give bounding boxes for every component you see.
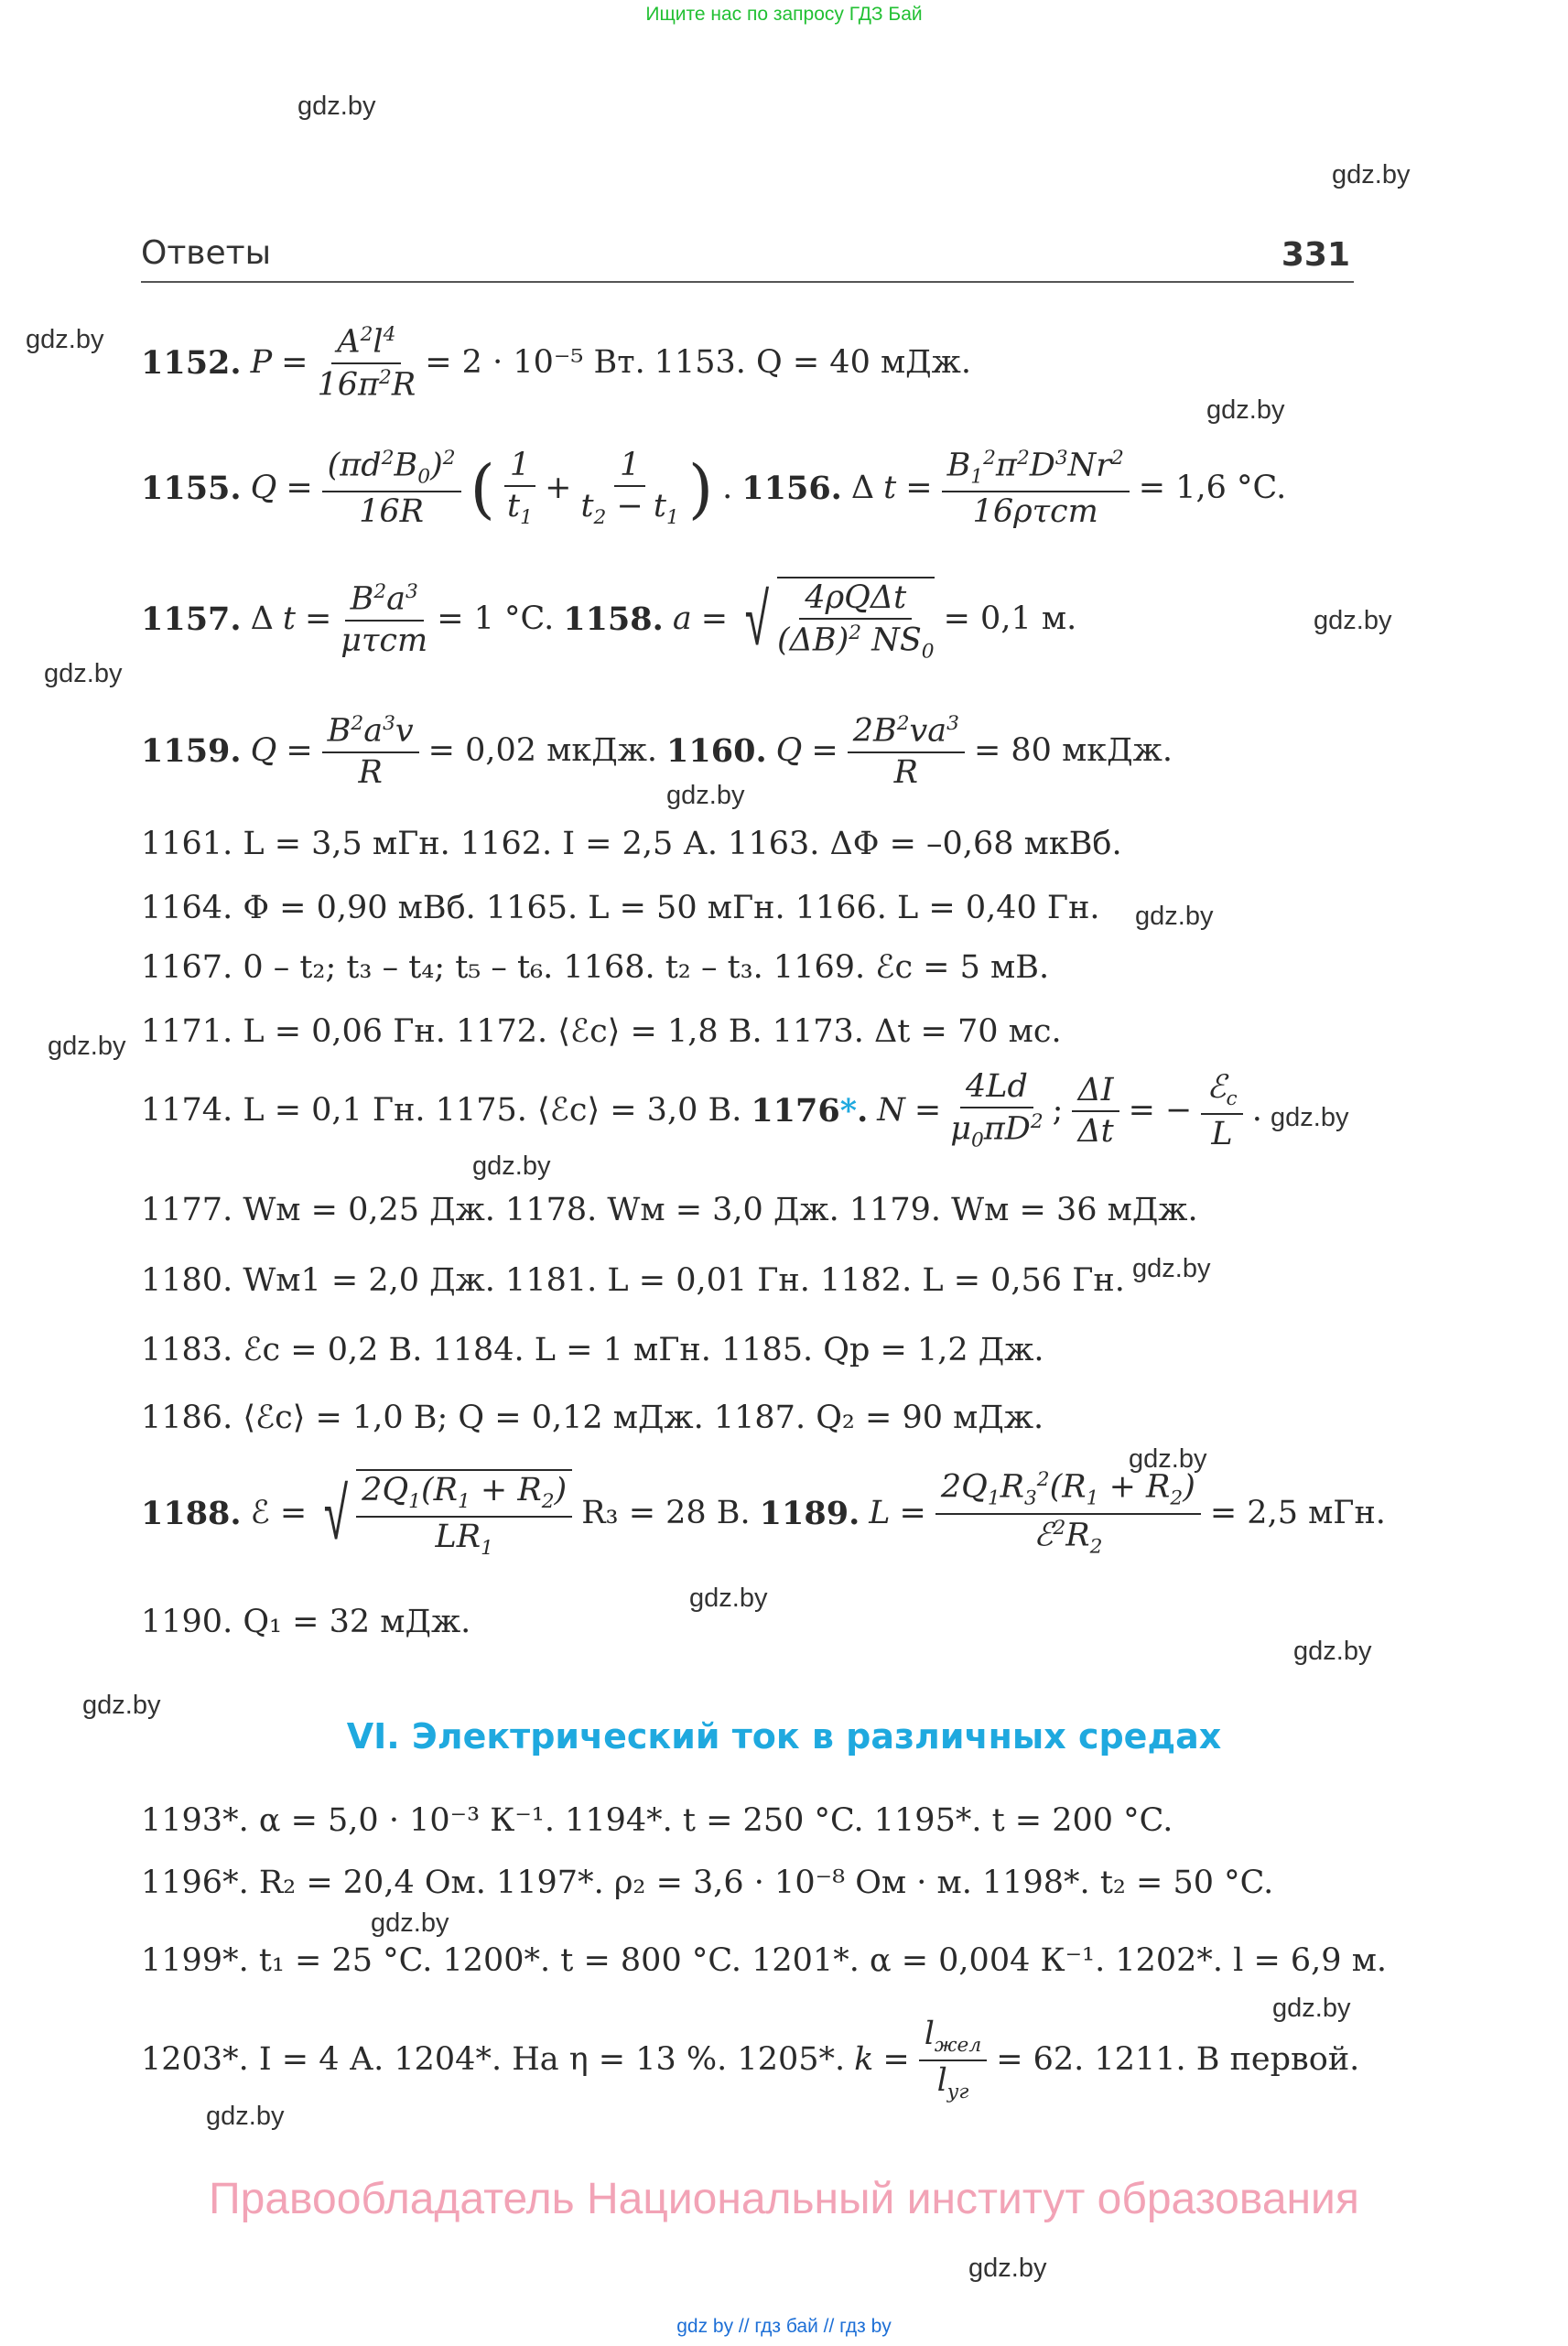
- answer-line-1161: 1161. L = 3,5 мГн. 1162. I = 2,5 А. 1163. ΔΦ = –0,68 мкВб.: [141, 826, 1122, 862]
- answer-number: 1188.: [141, 1495, 242, 1533]
- answer-1174-1175: 1174. L = 0,1 Гн. 1175. ⟨ℰc⟩ = 3,0 В.: [141, 1092, 742, 1130]
- answer-line-1203: 1203*. I = 4 А. 1204*. На η = 13 %. 1205*. k = $\frac{l_{жел}}{l_{уг}}$ = 62. 1211. В первой.: [141, 2016, 1360, 2103]
- answer-1153: 1153. Q = 40 мДж.: [654, 344, 971, 382]
- watermark: gdz.by: [1314, 606, 1392, 635]
- watermark: gdz.by: [689, 1584, 768, 1613]
- watermark: gdz.by: [44, 659, 123, 688]
- answer-line-1188: 1188. ℰ = √ $\frac{2Q_1(R_1 + R_2)}{LR_1}$ R₃ = 28 В. 1189. L = $\frac{2Q_1R_3^2(R_1 + R_2)}{ℰ^2R_2}$ = 2,5 мГн.: [141, 1468, 1386, 1560]
- formula-fraction: $\frac{B^2a^3}{\text{μτcm}}$: [341, 579, 428, 659]
- formula-fraction: $\frac{ℰ_c}{L}$: [1201, 1072, 1242, 1151]
- answer-line-1167: 1167. 0 – t₂; t₃ – t₄; t₅ – t₆. 1168. t₂ – t₃. 1169. ℰc = 5 мВ.: [141, 949, 1050, 986]
- watermark: gdz.by: [1271, 1103, 1349, 1132]
- answer-value: = 1,6 °C.: [1138, 470, 1287, 507]
- formula-fraction: $\frac{1}{t_1}$: [504, 449, 535, 528]
- watermark: gdz.by: [1272, 1994, 1351, 2023]
- watermark: gdz.by: [1332, 160, 1411, 189]
- answer-line-1171: 1171. L = 0,06 Гн. 1172. ⟨ℰc⟩ = 1,8 В. 1173. Δt = 70 мс.: [141, 1013, 1062, 1050]
- answer-line-1183: 1183. ℰc = 0,2 В. 1184. L = 1 мГн. 1185. Qр = 1,2 Дж.: [141, 1332, 1044, 1368]
- formula-fraction: $\frac{4Ld}{\mu_0\pi D^2}$: [950, 1068, 1044, 1152]
- answer-value: = 2,5 мГн.: [1209, 1495, 1386, 1532]
- square-root: √ $\frac{2Q_1(R_1 + R_2)}{LR_1}$: [316, 1469, 572, 1558]
- formula-fraction: $\frac{(\pi d^2B_0)^2}{16R}$: [322, 449, 461, 528]
- watermark: gdz.by: [371, 1908, 449, 1938]
- copyright-notice: Правообладатель Национальный институт образования: [209, 2175, 1359, 2223]
- answer-number: 1189.: [759, 1495, 860, 1533]
- watermark: gdz.by: [666, 781, 745, 810]
- watermark: gdz.by: [1293, 1637, 1372, 1666]
- section-title: VI. Электрический ток в различных средах: [346, 1716, 1222, 1757]
- answer-value: = 80 мкДж.: [973, 732, 1173, 770]
- watermark: gdz.by: [1129, 1444, 1207, 1474]
- answer-value: = 2 · 10⁻⁵ Вт.: [425, 344, 645, 382]
- watermark: gdz.by: [472, 1151, 551, 1181]
- answer-line-1177: 1177. Wм = 0,25 Дж. 1178. Wм = 3,0 Дж. 1179. Wм = 36 мДж.: [141, 1192, 1198, 1228]
- formula-fraction: $\frac{2Q_1R_3^2(R_1 + R_2)}{ℰ^2R_2}$: [935, 1470, 1201, 1557]
- formula-fraction: $\frac{2B^2va^3}{R}$: [848, 714, 965, 789]
- answer-number: 1159.: [141, 732, 242, 771]
- page-number: 331: [1281, 236, 1350, 274]
- answer-line-1159: 1159. Q = $\frac{B^2a^3v}{R}$ = 0,02 мкДж. 1160. Q = $\frac{2B^2va^3}{R}$ = 80 мкДж.: [141, 712, 1173, 791]
- watermark: gdz.by: [26, 325, 104, 354]
- formula-fraction: $\frac{\Delta I}{\Delta t}$: [1072, 1075, 1119, 1148]
- watermark: gdz.by: [297, 92, 376, 121]
- answer-line-1180: 1180. Wм1 = 2,0 Дж. 1181. L = 0,01 Гн. 1182. L = 0,56 Гн.: [141, 1262, 1125, 1299]
- header-title: Ответы: [141, 234, 272, 272]
- answer-line-1152: 1152. P = $\frac{A^2l^4}{16\pi^2R}$ = 2 · 10⁻⁵ Вт. 1153. Q = 40 мДж.: [141, 323, 971, 404]
- answer-number: 1158.: [563, 600, 664, 639]
- formula-fraction: $\frac{A^2l^4}{16\pi^2R}$: [317, 323, 416, 404]
- formula-fraction: $\frac{B_1^2\pi^2D^3Nr^2}{\text{16ρτcm}}$: [942, 449, 1130, 528]
- watermark: gdz.by: [1206, 395, 1285, 425]
- answer-value: = 0,1 м.: [943, 600, 1077, 638]
- cube-root: √ $\frac{\text{4ρQΔt}}{(\Delta B)^2 NS_0}$: [744, 576, 935, 664]
- answer-value: = 1 °C.: [437, 600, 555, 638]
- watermark: gdz.by: [1135, 902, 1214, 931]
- answer-number: 1176*.: [751, 1092, 869, 1130]
- answer-line-1199: 1199*. t₁ = 25 °C. 1200*. t = 800 °C. 1201*. α = 0,004 К⁻¹. 1202*. l = 6,9 м.: [141, 1942, 1388, 1979]
- watermark: gdz.by: [968, 2254, 1047, 2283]
- answer-number: 1155.: [141, 470, 242, 508]
- answer-number: 1157.: [141, 600, 242, 639]
- answer-line-1155: 1155. Q = $\frac{(\pi d^2B_0)^2}{16R}$ ( $\frac{1}{t_1}$ + $\frac{1}{t_2 - t_1}$ ) . 1156. Δ t = $\frac{B_1^2\pi^2D^3Nr^2}{\text{16ρτcm}}$ = 1,6 °C.: [141, 446, 1287, 531]
- watermark: gdz.by: [48, 1032, 126, 1061]
- top-banner[interactable]: Ищите нас по запросу ГДЗ Бай: [645, 4, 923, 25]
- formula-fraction: $\frac{l_{жел}}{l_{уг}}$: [919, 2018, 988, 2102]
- watermark: gdz.by: [1132, 1254, 1211, 1283]
- answer-number: 1160.: [666, 732, 767, 771]
- watermark: gdz.by: [82, 1691, 161, 1720]
- watermark: gdz.by: [206, 2102, 285, 2131]
- formula-fraction: $\frac{B^2a^3v}{R}$: [322, 714, 419, 789]
- answer-line-1193: 1193*. α = 5,0 · 10⁻³ К⁻¹. 1194*. t = 250 °C. 1195*. t = 200 °C.: [141, 1802, 1173, 1839]
- answer-value: = 62. 1211. В первой.: [996, 2041, 1360, 2079]
- answer-number: 1152.: [141, 344, 242, 383]
- answer-line-1186: 1186. ⟨ℰc⟩ = 1,0 В; Q = 0,12 мДж. 1187. Q₂ = 90 мДж.: [141, 1400, 1044, 1436]
- answer-value: = 0,02 мкДж.: [427, 732, 658, 770]
- page-header: [141, 224, 1354, 283]
- answer-line-1196: 1196*. R₂ = 20,4 Ом. 1197*. ρ₂ = 3,6 · 10⁻⁸ Ом · м. 1198*. t₂ = 50 °C.: [141, 1865, 1274, 1901]
- answer-line-1157: 1157. Δ t = $\frac{B^2a^3}{\text{μτcm}}$ = 1 °C. 1158. a = √ $\frac{\text{4ρQΔt}}{(\Delta B)^2 NS_0}$ = 0,1 м.: [141, 576, 1077, 664]
- answer-line-1174: 1174. L = 0,1 Гн. 1175. ⟨ℰc⟩ = 3,0 В. 1176*. N = $\frac{4Ld}{\mu_0\pi D^2}$ ; $\frac{\Delta I}{\Delta t}$ = − $\frac{ℰ_c}{L}$ .: [141, 1068, 1262, 1152]
- answer-line-1164: 1164. Φ = 0,90 мВб. 1165. L = 50 мГн. 1166. L = 0,40 Гн.: [141, 890, 1100, 926]
- answer-value: R₃ = 28 В.: [581, 1495, 751, 1532]
- answer-number: 1156.: [741, 470, 842, 508]
- footer-links[interactable]: gdz by // гдз бай // гдз by: [676, 2316, 892, 2337]
- answer-line-1190: 1190. Q₁ = 32 мДж.: [141, 1604, 471, 1640]
- answer-1203-1205: 1203*. I = 4 А. 1204*. На η = 13 %. 1205*.: [141, 2041, 846, 2079]
- formula-fraction: $\frac{1}{t_2 - t_1}$: [580, 446, 679, 529]
